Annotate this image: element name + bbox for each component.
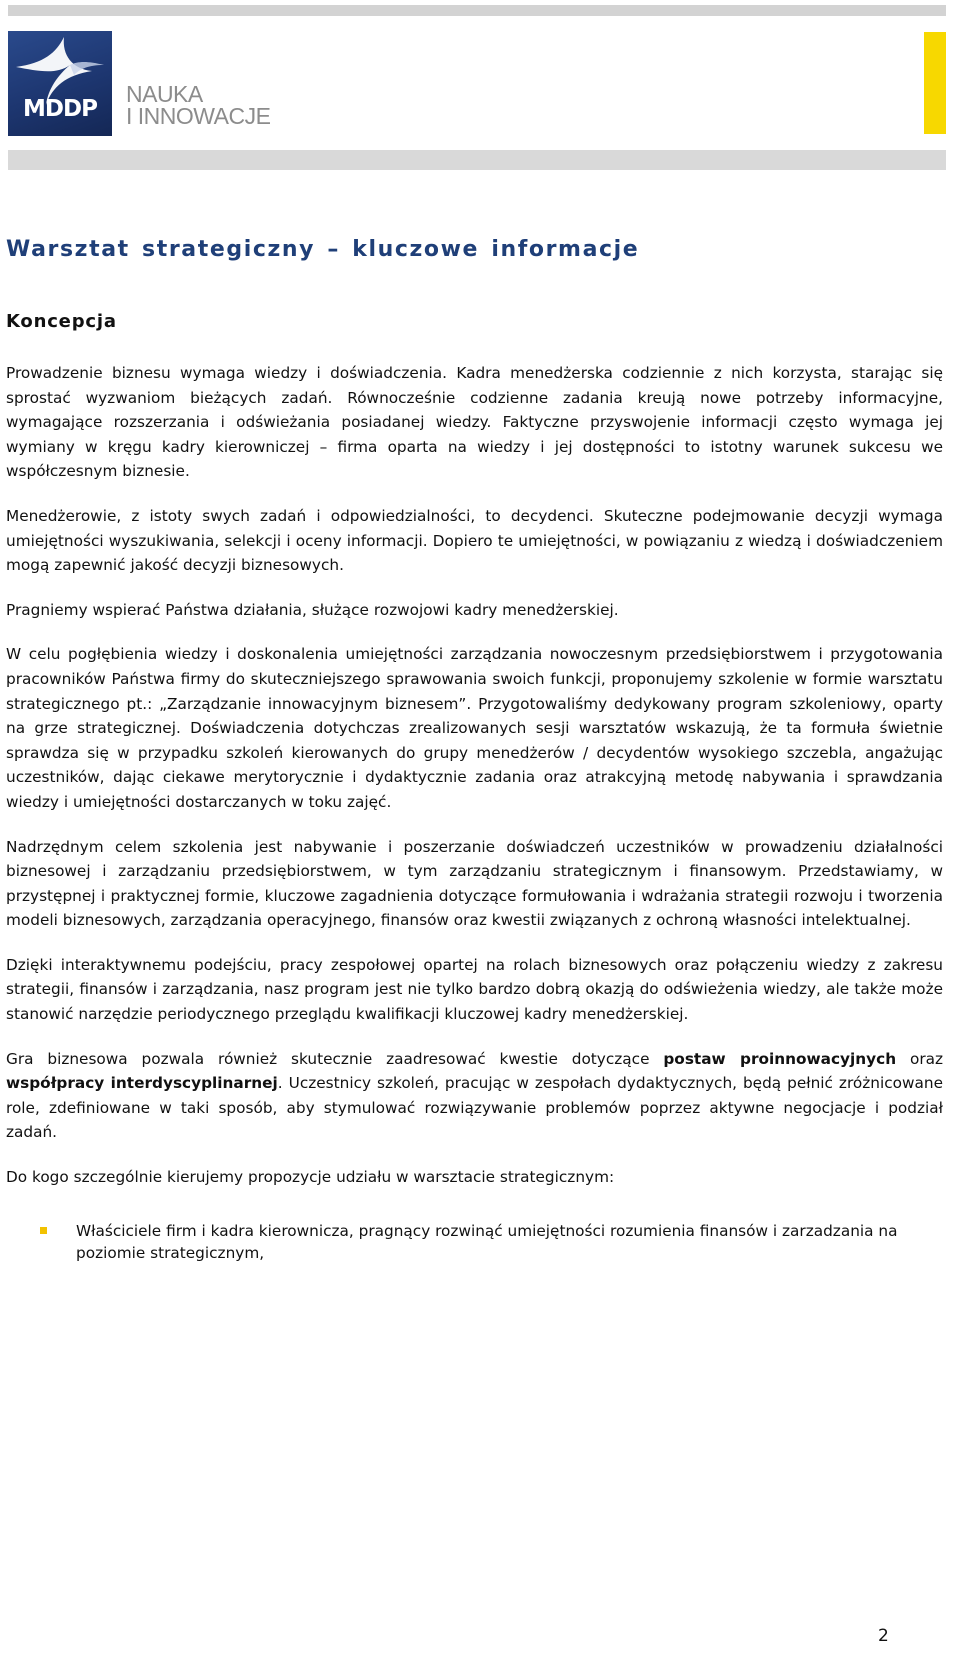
section-heading: Koncepcja	[6, 311, 117, 332]
paragraph-workshop: W celu pogłębienia wiedzy i doskonalenia umiejętności zarządzania nowoczesnym przedsiębiorstwem i przygotowania pracowników Państwa firmy do skuteczniejszego sprawowania swoich funkcji, proponujemy szkolenie w formie warsztatu strategicznego pt.: „Zarządzanie innowacyjnym biznesem”. Przygotowaliśmy dedykowany program szkoleniowy, oparty na grze strategicznej. Doświadczenia dotychczas zrealizowanych sesji warsztatów wskazują, że ta formuła świetnie sprawdza się w przypadku szkoleń kierowanych do grupy menedżerów / decydentów wysokiego szczebla, angażując uczestników, dając ciekawe merytorycznie i dydaktycznie zadania oraz atrakcyjną metodę nabywania i sprawdzania wiedzy i umiejętności dostarczanych w toku zajęć.	[6, 645, 943, 811]
paragraph-managers: Menedżerowie, z istoty swych zadań i odpowiedzialności, to decydenci. Skuteczne podejmowanie decyzji wymaga umiejętności wyszukiwania, selekcji i oceny informacji. Dopiero te umiejętności, w powiązaniu z wiedzą i doświadczeniem mogą zapewnić jakość decyzji biznesowych.	[6, 506, 943, 575]
logo-tagline-line2: I INNOWACJE	[126, 103, 271, 129]
paragraph-game-bold2: współpracy interdyscyplinarnej	[6, 1074, 278, 1093]
paragraph-game-bold1: postaw proinnowacyjnych	[663, 1049, 897, 1068]
paragraph-interactive: Dzięki interaktywnemu podejściu, pracy zespołowej opartej na rolach biznesowych oraz połączeniu wiedzy z zakresu strategii, finansów i zarządzania, nasz program jest nie tylko bardzo dobrą okazją do odświeżenia wiedzy, ale także może stanowić narzędzie periodycznego przeglądu kwalifikacji kluczowej kadry menedżerskiej.	[6, 955, 943, 1024]
logo-tagline-line1: NAUKA	[126, 81, 203, 107]
list-item	[6, 1220, 943, 1264]
paragraph-game-part2: oraz	[896, 1049, 944, 1068]
target-list	[6, 1220, 943, 1264]
page-number: 2	[878, 1626, 889, 1646]
header-top-bar	[8, 5, 946, 16]
mddp-logo	[8, 31, 112, 136]
header-accent-bar	[924, 32, 946, 134]
paragraph-game	[6, 1047, 943, 1145]
paragraph-intro: Prowadzenie biznesu wymaga wiedzy i doświadczenia. Kadra menedżerska codziennie z nich korzysta, starając się sprostać wyzwaniom bieżących zadań. Równocześnie codzienne zadania kreują nowe potrzeby informacyjne, wymagające rozszerzania i odświeżania posiadanej wiedzy. Faktyczne przyswojenie informacji często wymaga jej wymiany w kręgu kadry kierowniczej – firma oparta na wiedzy i jej dostępności to istotny warunek sukcesu we współczesnym biznesie.	[6, 364, 943, 481]
paragraph-goal: Nadrzędnym celem szkolenia jest nabywanie i poszerzanie doświadczeń uczestników w prowadzeniu działalności biznesowej i zarządzaniu przedsiębiorstwem, w tym zarządzaniu strategicznym i finansowym. Przedstawiamy, w przystępnej i praktycznej formie, kluczowe zagadnienia dotyczące formułowania i wdrażania strategii rozwoju i tworzenia modeli biznesowych, zarządzania operacyjnego, finansów oraz kwestii związanych z ochroną własności intelektualnej.	[6, 837, 943, 930]
logo-tagline	[126, 83, 270, 127]
target-intro: Do kogo szczególnie kierujemy propozycje udziału w warsztacie strategicznym:	[6, 1168, 615, 1187]
document-title: Warsztat strategiczny – kluczowe informacje	[6, 237, 640, 262]
paragraph-game-part1: Gra biznesowa pozwala również skutecznie zaadresować kwestie dotyczące	[6, 1049, 664, 1068]
paragraph-support: Pragniemy wspierać Państwa działania, służące rozwojowi kadry menedżerskiej.	[6, 600, 619, 619]
list-item-text: Właściciele firm i kadra kierownicza, pragnący rozwinąć umiejętności rozumienia finansów i zarzadzania na poziomie strategicznym,	[76, 1221, 898, 1262]
logo-abbreviation: MDDP	[23, 96, 97, 122]
document-body	[6, 235, 943, 1264]
square-bullet-icon	[40, 1227, 47, 1234]
paragraph-game-part3: . Uczestnicy szkoleń, pracując w zespołach dydaktycznych, będą pełnić zróżnicowane role, zdefiniowane w taki sposób, aby stymulować rozwiązywanie problemów poprzez aktywne negocjacje i podział zadań.	[6, 1074, 944, 1142]
header-bottom-bar	[8, 150, 946, 170]
